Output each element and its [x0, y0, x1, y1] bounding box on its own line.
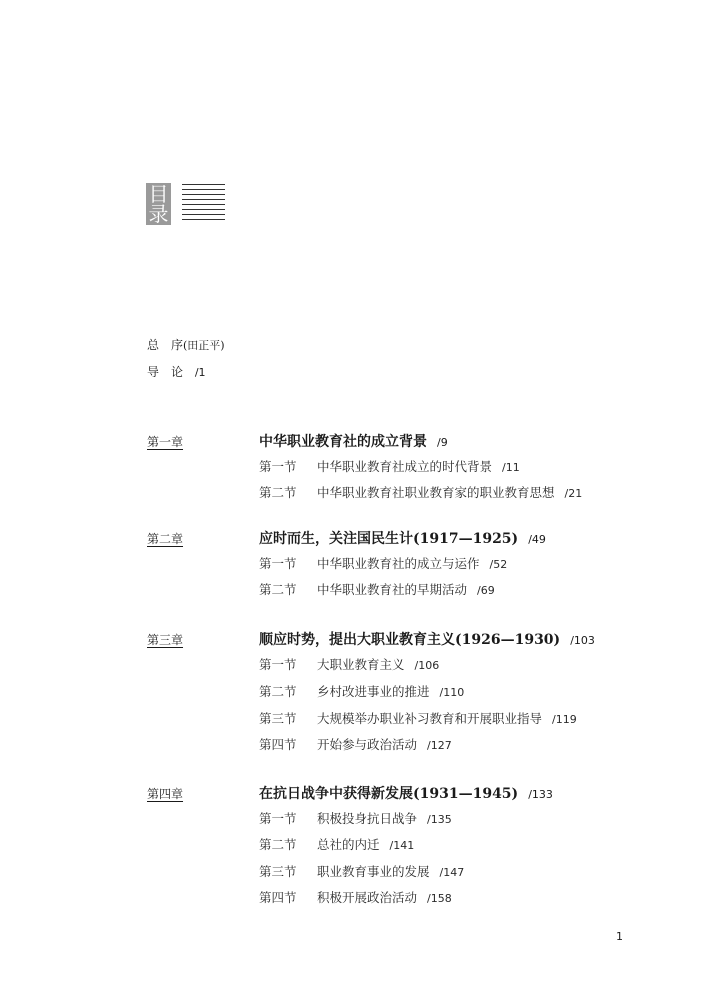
section-item[interactable]: 第四节 开始参与政治活动 /127	[259, 737, 452, 752]
toc-title-char-1: 目	[148, 182, 169, 206]
chapter-title: 中华职业教育社的成立背景 /9	[259, 434, 448, 450]
title-decoration-lines	[182, 184, 225, 224]
section-item[interactable]: 第四节 积极开展政治活动 /158	[259, 890, 452, 905]
section-item[interactable]: 第二节 总社的内迁 /141	[259, 837, 415, 852]
front-matter-preface[interactable]	[147, 336, 225, 353]
section-item[interactable]: 第一节 积极投身抗日战争 /135	[259, 811, 452, 826]
section-item[interactable]: 第一节 中华职业教育社的成立与运作 /52	[259, 556, 508, 571]
chapter-title: 在抗日战争中获得新发展(1931—1945) /133	[259, 786, 553, 802]
toc-title	[146, 183, 171, 225]
section-item[interactable]: 第一节 中华职业教育社成立的时代背景 /11	[259, 459, 520, 474]
chapter-page: /103	[570, 634, 595, 647]
chapter-page: /49	[528, 533, 546, 546]
front-label: 导 论	[147, 365, 184, 379]
toc-title-char-2: 录	[148, 202, 169, 226]
chapter-page: /9	[437, 436, 448, 449]
chapter-title: 顺应时势，提出大职业教育主义(1926—1930) /103	[259, 632, 595, 648]
chapter-label: 第三章	[147, 633, 184, 647]
chapter-label: 第二章	[147, 532, 184, 546]
section-item[interactable]: 第二节 中华职业教育社的早期活动 /69	[259, 582, 495, 597]
section-item[interactable]: 第二节 中华职业教育社职业教育家的职业教育思想 /21	[259, 485, 583, 500]
section-item[interactable]: 第一节 大职业教育主义 /106	[259, 657, 440, 672]
front-author: (田正平)	[183, 339, 225, 352]
chapter-title: 应时而生，关注国民生计(1917—1925) /49	[259, 531, 546, 547]
section-item[interactable]: 第三节 大规模举办职业补习教育和开展职业指导 /119	[259, 711, 577, 726]
page-number: 1	[616, 930, 623, 943]
section-item[interactable]: 第三节 职业教育事业的发展 /147	[259, 864, 465, 879]
chapter-page: /133	[528, 788, 553, 801]
chapter-label: 第四章	[147, 787, 184, 801]
chapter-label: 第一章	[147, 435, 184, 449]
front-page: /1	[194, 366, 206, 379]
section-item[interactable]: 第二节 乡村改进事业的推进 /110	[259, 684, 465, 699]
front-matter-intro[interactable]	[147, 363, 206, 380]
front-label: 总 序	[147, 338, 184, 352]
